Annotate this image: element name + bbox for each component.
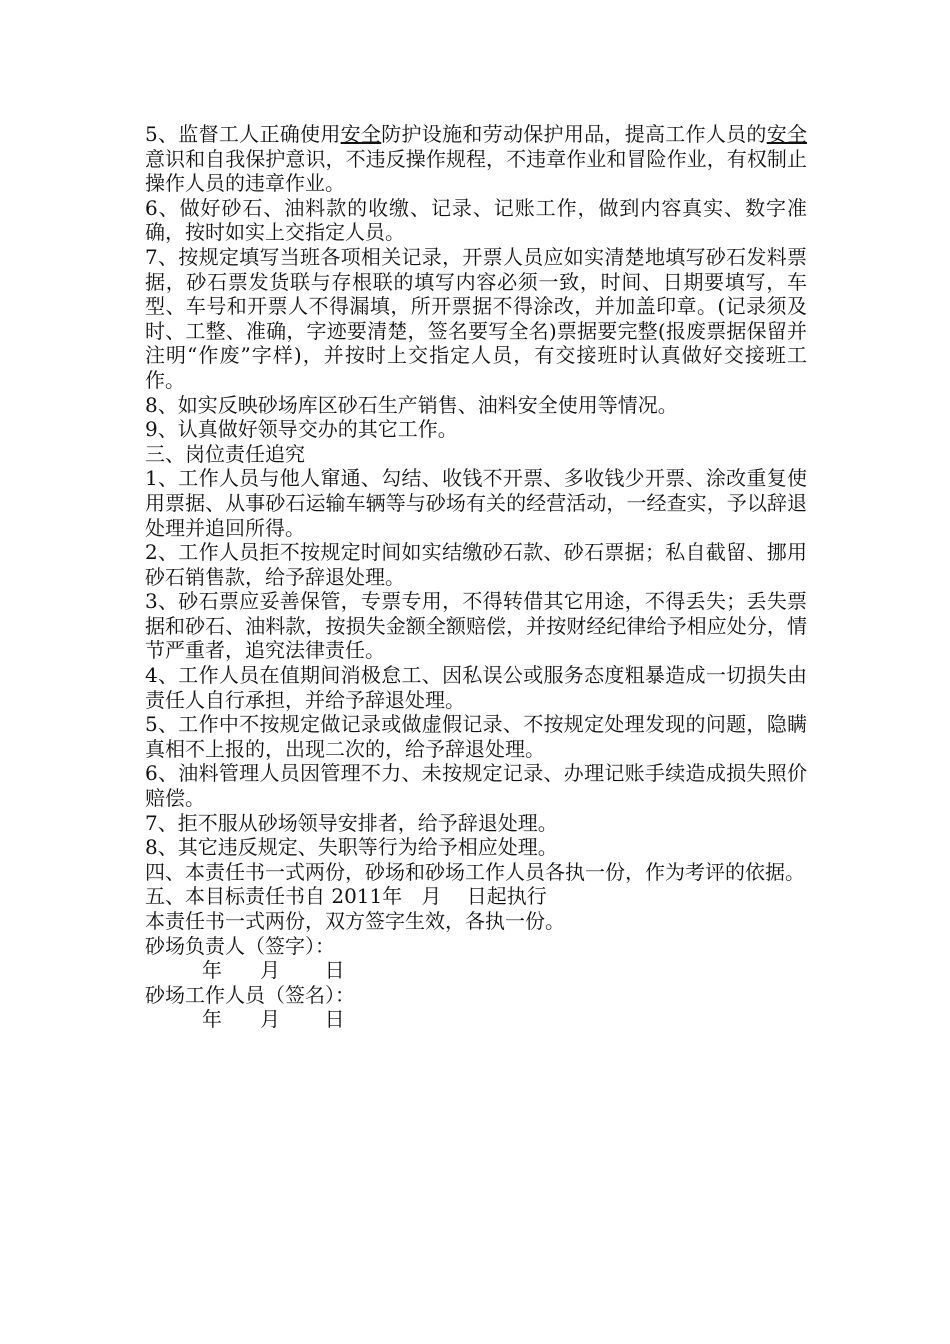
document-page [145, 122, 807, 1032]
penalty-5: 5、工作中不按规定做记录或做虚假记录、不按规定处理发现的问题，隐瞒真相不上报的，出现二次的，给予辞退处理。 [145, 712, 807, 761]
penalty-3: 3、砂石票应妥善保管，专票专用，不得转借其它用途，不得丢失；丢失票据和砂石、油料款，按损失金额全额赔偿，并按财经纪律给予相应处分，情节严重者，追究法律责任。 [145, 589, 807, 663]
clause-5-underline-safety-1: 安全 [340, 122, 382, 146]
clause-5-text-a: 5、监督工人正确使用 [145, 122, 341, 146]
clause-7: 7、按规定填写当班各项相关记录，开票人员应如实清楚地填写砂石发料票据，砂石票发货联与存根联的填写内容必须一致，时间、日期要填写，车型、车号和开票人不得漏填，所开票据不得涂改，并加盖印章。(记录须及时、工整、准确，字迹要清楚，签名要写全名)票据要完整(报废票据保留并注明“作废”字样)，并按时上交指定人员，有交接班时认真做好交接班工作。 [145, 244, 807, 392]
clause-5-text-c: 意识和自我保护意识，不违反操作规程，不违章作业和冒险作业，有权制止操作人员的违章作业。 [145, 146, 807, 196]
clause-8: 8、如实反映砂场库区砂石生产销售、油料安全使用等情况。 [145, 392, 678, 417]
clause-5-text-b: 防护设施和劳动保护用品，提高工作人员的 [381, 122, 767, 146]
sign-manager-label: 砂场负责人（签字）： [145, 933, 335, 958]
penalty-8: 8、其它违反规定、失职等行为给予相应处理。 [145, 835, 558, 860]
penalty-6: 6、油料管理人员因管理不力、未按规定记录、办理记账手续造成损失照价赔偿。 [145, 761, 807, 811]
sign-staff-date: 年 月 日 [202, 1007, 345, 1032]
penalty-4: 4、工作人员在值期间消极怠工、因私误公或服务态度粗暴造成一切损失由责任人自行承担，并给予辞退处理。 [145, 663, 807, 712]
sign-manager-date: 年 月 日 [202, 958, 345, 983]
sign-staff-label: 砂场工作人员（签名）： [145, 982, 355, 1007]
section-3-heading: 三、岗位责任追究 [145, 441, 305, 466]
closing-statement: 本责任书一式两份，双方签字生效，各执一份。 [145, 909, 565, 933]
clause-9: 9、认真做好领导交办的其它工作。 [145, 417, 458, 442]
penalty-2: 2、工作人员拒不按规定时间如实结缴砂石款、砂石票据；私自截留、挪用砂石销售款，给予辞退处理。 [145, 540, 807, 589]
clause-6: 6、做好砂石、油料款的收缴、记录、记账工作，做到内容真实、数字准确，按时如实上交指定人员。 [145, 195, 807, 245]
section-5-effective-date: 五、本目标责任书自 2011年 月 日起执行 [145, 884, 547, 909]
penalty-7: 7、拒不服从砂场领导安排者，给予辞退处理。 [145, 810, 558, 835]
section-4: 四、本责任书一式两份，砂场和砂场工作人员各执一份，作为考评的依据。 [145, 859, 805, 884]
clause-5-underline-safety-2: 安全 [766, 122, 808, 146]
penalty-1: 1、工作人员与他人窜通、勾结、收钱不开票、多收钱少开票、涂改重复使用票据、从事砂石运输车辆等与砂场有关的经营活动，一经查实，予以辞退处理并追回所得。 [145, 466, 807, 540]
clause-5 [145, 122, 807, 196]
